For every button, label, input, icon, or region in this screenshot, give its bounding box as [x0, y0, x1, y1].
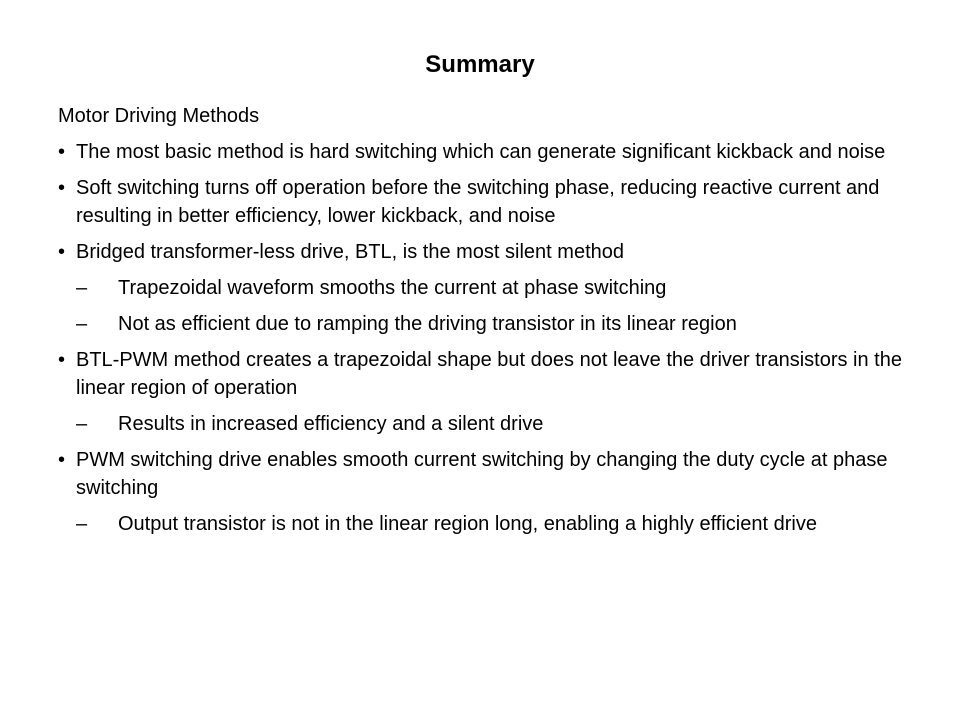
- sub-bullet-text: Trapezoidal waveform smooths the current at phase switching: [118, 277, 667, 299]
- bullet-marker: •: [58, 349, 66, 371]
- bullet-marker: •: [58, 449, 66, 471]
- bullet-item: [58, 346, 908, 402]
- bullet-item: [58, 446, 908, 502]
- dash-marker: –: [76, 313, 88, 335]
- sub-bullet-item: [76, 274, 908, 302]
- bullet-text: The most basic method is hard switching which can generate significant kickback and noise: [76, 141, 886, 163]
- slide-body: [58, 102, 908, 546]
- bullet-marker: •: [58, 141, 66, 163]
- sub-bullet-item: [76, 410, 908, 438]
- bullet-text: PWM switching drive enables smooth current switching by changing the duty cycle at phase switching: [76, 449, 888, 499]
- bullet-marker: •: [58, 241, 66, 263]
- sub-bullet-text: Results in increased efficiency and a silent drive: [118, 413, 544, 435]
- dash-marker: –: [76, 513, 88, 535]
- section-heading: Motor Driving Methods: [58, 105, 260, 127]
- bullet-item: [58, 138, 908, 166]
- bullet-text: Bridged transformer-less drive, BTL, is the most silent method: [76, 241, 624, 263]
- sub-bullet-item: [76, 310, 908, 338]
- sub-bullet-text: Not as efficient due to ramping the driving transistor in its linear region: [118, 313, 737, 335]
- slide-title: Summary: [425, 51, 535, 78]
- bullet-text: BTL-PWM method creates a trapezoidal shape but does not leave the driver transistors in the linear region of operation: [76, 349, 902, 399]
- bullet-item: [58, 174, 908, 230]
- bullet-item: [58, 238, 908, 266]
- dash-marker: –: [76, 413, 88, 435]
- sub-bullet-text: Output transistor is not in the linear region long, enabling a highly efficient drive: [118, 513, 817, 535]
- bullet-marker: •: [58, 177, 66, 199]
- dash-marker: –: [76, 277, 88, 299]
- bullet-text: Soft switching turns off operation before the switching phase, reducing reactive current and resulting in better efficiency, lower kickback, and noise: [76, 177, 880, 227]
- sub-bullet-item: [76, 510, 908, 538]
